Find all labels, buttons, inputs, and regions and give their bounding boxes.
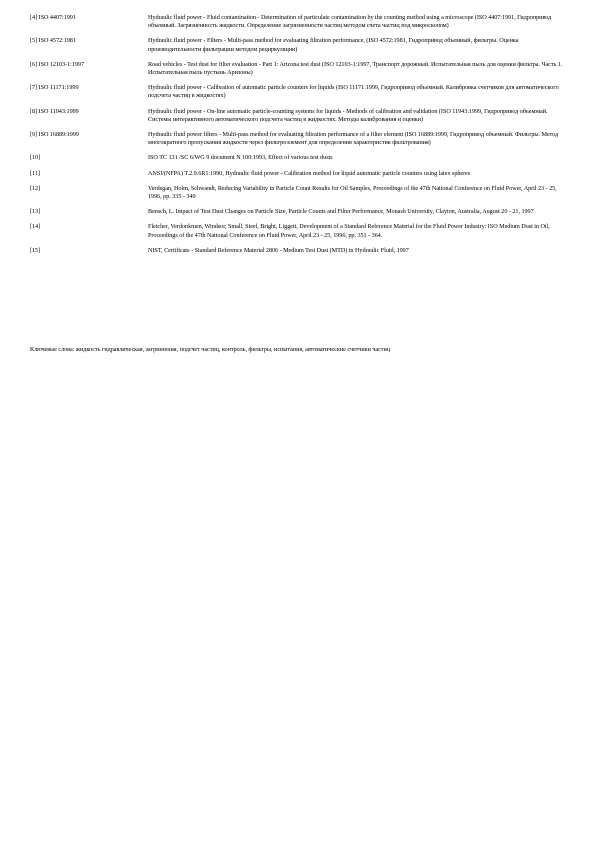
reference-item [30, 247, 570, 255]
reference-id: [6] ISO 12103-1:1997 [30, 60, 84, 68]
reference-item [30, 185, 570, 201]
reference-item [30, 223, 570, 239]
reference-id: [10] [30, 154, 41, 162]
reference-item [30, 14, 570, 30]
reference-text: Road vehicles - Test dust for filter evaluation - Part 1: Arizona test dust (ISO 12103-1:1997, Транспорт дорожный. Испытательная пыль для оценки фильтра. Часть 1. Испытательная пыль пустынь Аризоны) [148, 60, 563, 77]
reference-text: Hydraulic fluid power - Calibration of automatic particle counters for liquids (ISO 11171:1999, Гидропривод объемный. Калибровка счетчиков для автоматического подсчета частиц в жидкостях) [148, 84, 559, 100]
reference-text: Hydraulic fluid power - Filters - Multi-pass method for evaluating filtration performance, (ISO 4572:1981, Гидропривод объемный, фильтры. Оценка производительности фильтрации методом рециркуляции) [148, 37, 519, 53]
reference-item [30, 131, 570, 147]
reference-text: ANSI/(NFPA) T.2.9.6R1:1990, Hydraulic fluid power - Calibration method for liquid automatic particle counters using latex spheres [148, 169, 471, 177]
reference-text: NIST, Certificate - Standard Reference Material 2806 - Medium Test Dust (MTD) in Hydraulic Fluid, 1997 [148, 246, 409, 254]
reference-id: [12] [30, 184, 41, 192]
reference-item [30, 108, 570, 124]
reference-text: Hydraulic fluid power - Fluid contamination - Determination of particulate contamination by the counting method using a microscope (ISO 4407:1991, Гидропривод объемный. Загрязненность жидкости. Определение загрязненности частиц методом счета частиц под микроскопом) [148, 14, 552, 30]
reference-id: [8] ISO 11943:1999 [30, 107, 79, 115]
reference-text: Verdegan, Holm, Schwandt, Reducing Variability in Particle Count Results for Oil Samples, Proceedings of the 47th National Conference on Fluid Power, April 23 - 25, 1996, pp. 335 - 349 [148, 184, 557, 201]
reference-item [30, 61, 570, 77]
reference-item [30, 37, 570, 53]
reference-id: [4] ISO 4407:1991 [30, 14, 76, 21]
reference-id: [9] ISO 16889:1999 [30, 131, 79, 139]
reference-id: [14] [30, 223, 41, 231]
reference-text: Hydraulic fluid power filters - Multi-pass method for evaluating filtration performance of a filter element (ISO 16889:1999, Гидропривод объемный. Фильтры. Метод многократного пропускания жидкости через фильтроэлемент для определения характеристик фильтрования) [148, 131, 559, 147]
reference-id: [7] ISO 11171:1999 [30, 84, 79, 92]
reference-item [30, 170, 570, 178]
reference-id: [15] [30, 246, 41, 254]
keywords-paragraph: Ключевые слова: жидкость гидравлическая, загрязнения, подсчет частиц, контроль, фильтры, испытания, автоматические счетчики частиц [30, 346, 390, 353]
reference-text: ISO TC 131 /SC 6/WG 9 document N 100:1993, Effect of various test dusts [148, 154, 333, 162]
reference-text: Bensch, L. Impact of Test Dust Changes on Particle Size, Particle Counts and Filter Performance, Monash University, Clayton, Australia, August 20 - 21, 1997 [148, 208, 534, 216]
reference-item [30, 154, 570, 162]
reference-id: [11] [30, 169, 40, 177]
reference-id: [13] [30, 208, 41, 216]
reference-item [30, 84, 570, 100]
reference-text: Fletcher, Verdonkmen, Windsor, Small, Steel, Bright, Liggett, Development of a Standard Reference Material for the Fluid Power Industry: ISO Medium Dust in Oil, Proceedings of the 47th National Conference on Fluid Power, April 23 - 25, 1996, pp. 351 - 364. [148, 223, 550, 239]
reference-list [30, 14, 570, 262]
reference-id: [5] ISO 4572:1981 [30, 37, 76, 45]
reference-text: Hydraulic fluid power - On-line automatic particle-counting systems for liquids - Methods of calibration and validation (ISO 11943:1999, Гидропривод объемный. Системы интерактивного автоматического подсчета частиц в жидкостях. Методы калибрования и оценки) [148, 107, 548, 123]
reference-item [30, 208, 570, 216]
